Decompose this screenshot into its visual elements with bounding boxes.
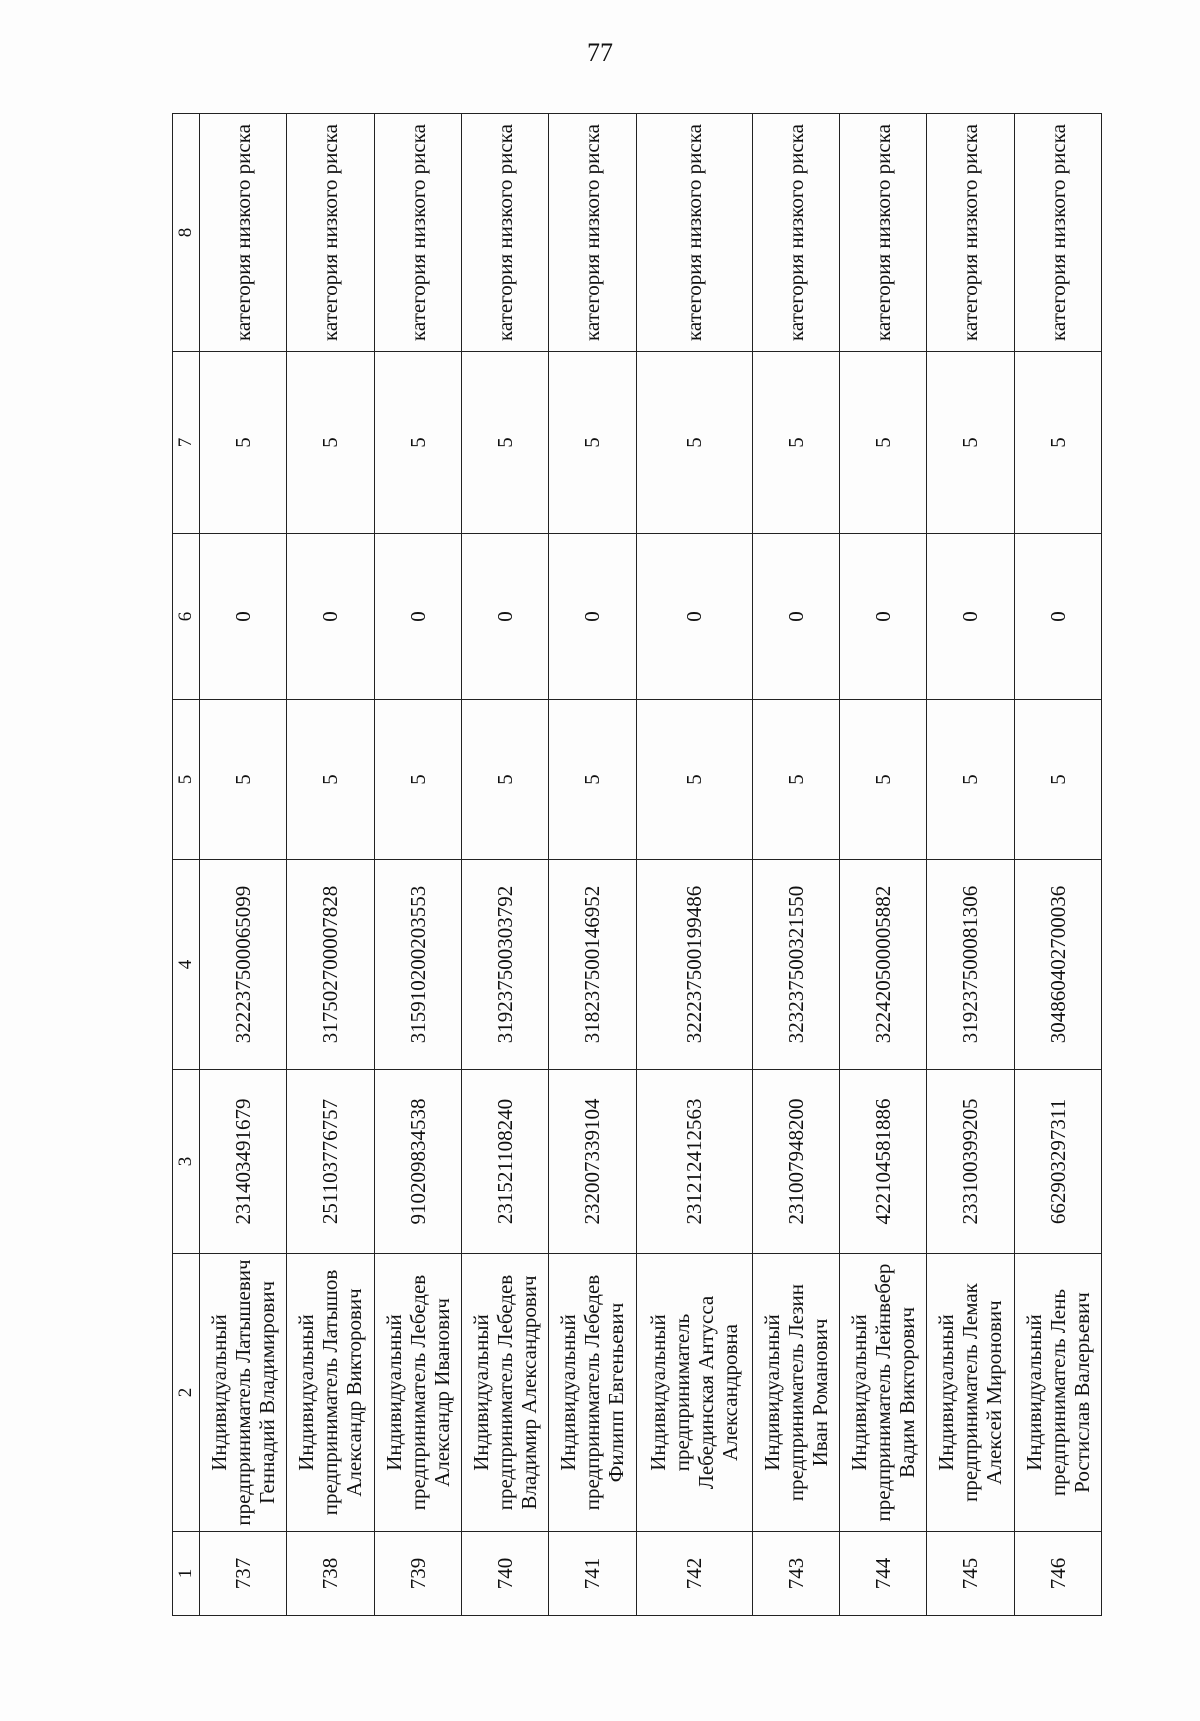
ogrnip-cell: 319237500081306 (927, 860, 1014, 1070)
column-7-value-cell: 5 (200, 352, 287, 534)
header-row (173, 114, 200, 1616)
column-6-value-cell: 0 (461, 534, 548, 700)
ogrnip-cell: 304860402700036 (1014, 860, 1101, 1070)
inn-cell: 231403491679 (200, 1070, 287, 1254)
column-6-value-cell: 0 (287, 534, 374, 700)
inn-cell: 231007948200 (752, 1070, 839, 1254)
header-cell-3: 3 (173, 1070, 200, 1254)
column-5-value-cell: 5 (287, 700, 374, 860)
risk-category-cell: категория низкого риска (287, 114, 374, 352)
ogrnip-cell: 322237500065099 (200, 860, 287, 1070)
entrepreneur-name-cell: Индивидуальный предприниматель Лень Ростислав Валерьевич (1014, 1254, 1101, 1532)
table-row (840, 114, 927, 1616)
column-7-value-cell: 5 (636, 352, 752, 534)
rotated-table-container (172, 114, 1102, 1616)
risk-category-cell: категория низкого риска (461, 114, 548, 352)
column-5-value-cell: 5 (752, 700, 839, 860)
row-number-cell: 737 (200, 1532, 287, 1616)
row-number-cell: 746 (1014, 1532, 1101, 1616)
column-7-value-cell: 5 (374, 352, 461, 534)
ogrnip-cell: 315910200203553 (374, 860, 461, 1070)
column-6-value-cell: 0 (927, 534, 1014, 700)
entrepreneur-name-cell: Индивидуальный предприниматель Лейнвебер Вадим Викторович (840, 1254, 927, 1532)
row-number-cell: 745 (927, 1532, 1014, 1616)
risk-category-cell: категория низкого риска (752, 114, 839, 352)
entrepreneur-name-cell: Индивидуальный предприниматель Лебедев Филипп Евгеньевич (549, 1254, 636, 1532)
row-number-cell: 738 (287, 1532, 374, 1616)
inn-cell: 910209834538 (374, 1070, 461, 1254)
row-number-cell: 744 (840, 1532, 927, 1616)
risk-category-cell: категория низкого риска (636, 114, 752, 352)
table-row (200, 114, 287, 1616)
column-6-value-cell: 0 (1014, 534, 1101, 700)
column-7-value-cell: 5 (927, 352, 1014, 534)
ogrnip-cell: 322237500199486 (636, 860, 752, 1070)
ogrnip-cell: 322420500005882 (840, 860, 927, 1070)
entrepreneur-name-cell: Индивидуальный предприниматель Латышевич Геннадий Владимирович (200, 1254, 287, 1532)
risk-category-cell: категория низкого риска (374, 114, 461, 352)
row-number-cell: 740 (461, 1532, 548, 1616)
risk-category-cell: категория низкого риска (549, 114, 636, 352)
column-5-value-cell: 5 (1014, 700, 1101, 860)
entrepreneur-name-cell: Индивидуальный предприниматель Лебедев Александр Иванович (374, 1254, 461, 1532)
row-number-cell: 739 (374, 1532, 461, 1616)
column-6-value-cell: 0 (374, 534, 461, 700)
entrepreneur-name-cell: Индивидуальный предприниматель Лебедев Владимир Александрович (461, 1254, 548, 1532)
header-cell-6: 6 (173, 534, 200, 700)
column-6-value-cell: 0 (200, 534, 287, 700)
risk-category-cell: категория низкого риска (927, 114, 1014, 352)
column-7-value-cell: 5 (287, 352, 374, 534)
table-row (374, 114, 461, 1616)
inn-cell: 232007339104 (549, 1070, 636, 1254)
risk-category-cell: категория низкого риска (1014, 114, 1101, 352)
column-5-value-cell: 5 (200, 700, 287, 860)
column-5-value-cell: 5 (840, 700, 927, 860)
column-6-value-cell: 0 (636, 534, 752, 700)
table-row (287, 114, 374, 1616)
entrepreneur-name-cell: Индивидуальный предприниматель Лебединская Антусса Александровна (636, 1254, 752, 1532)
header-cell-8: 8 (173, 114, 200, 352)
header-cell-1: 1 (173, 1532, 200, 1616)
row-number-cell: 741 (549, 1532, 636, 1616)
header-cell-5: 5 (173, 700, 200, 860)
table-row (927, 114, 1014, 1616)
column-7-value-cell: 5 (549, 352, 636, 534)
column-7-value-cell: 5 (752, 352, 839, 534)
inn-cell: 662903297311 (1014, 1070, 1101, 1254)
column-5-value-cell: 5 (549, 700, 636, 860)
ogrnip-cell: 318237500146952 (549, 860, 636, 1070)
inn-cell: 231521108240 (461, 1070, 548, 1254)
row-number-cell: 742 (636, 1532, 752, 1616)
header-cell-4: 4 (173, 860, 200, 1070)
column-6-value-cell: 0 (840, 534, 927, 700)
registry-table (172, 113, 1102, 1616)
table-row (636, 114, 752, 1616)
inn-cell: 422104581886 (840, 1070, 927, 1254)
header-cell-2: 2 (173, 1254, 200, 1532)
ogrnip-cell: 323237500321550 (752, 860, 839, 1070)
column-5-value-cell: 5 (461, 700, 548, 860)
column-6-value-cell: 0 (549, 534, 636, 700)
table-row (461, 114, 548, 1616)
table-row (1014, 114, 1101, 1616)
inn-cell: 251103776757 (287, 1070, 374, 1254)
column-5-value-cell: 5 (636, 700, 752, 860)
entrepreneur-name-cell: Индивидуальный предприниматель Лемак Алексей Миронович (927, 1254, 1014, 1532)
risk-category-cell: категория низкого риска (840, 114, 927, 352)
table-row (549, 114, 636, 1616)
page-number: 77 (587, 38, 613, 67)
row-number-cell: 743 (752, 1532, 839, 1616)
inn-cell: 233100399205 (927, 1070, 1014, 1254)
ogrnip-cell: 317502700007828 (287, 860, 374, 1070)
column-7-value-cell: 5 (461, 352, 548, 534)
ogrnip-cell: 319237500303792 (461, 860, 548, 1070)
header-cell-7: 7 (173, 352, 200, 534)
column-5-value-cell: 5 (927, 700, 1014, 860)
column-7-value-cell: 5 (1014, 352, 1101, 534)
risk-category-cell: категория низкого риска (200, 114, 287, 352)
column-5-value-cell: 5 (374, 700, 461, 860)
column-7-value-cell: 5 (840, 352, 927, 534)
inn-cell: 231212412563 (636, 1070, 752, 1254)
table-row (752, 114, 839, 1616)
entrepreneur-name-cell: Индивидуальный предприниматель Латышов Александр Викторович (287, 1254, 374, 1532)
column-6-value-cell: 0 (752, 534, 839, 700)
entrepreneur-name-cell: Индивидуальный предприниматель Лезин Иван Романович (752, 1254, 839, 1532)
